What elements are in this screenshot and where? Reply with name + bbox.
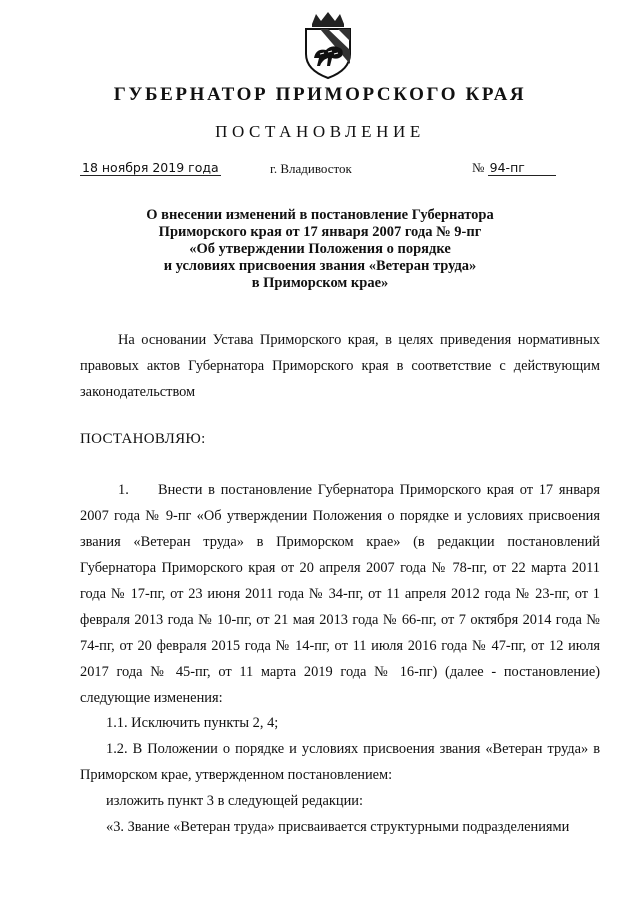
item-1-text: Внести в постановление Губернатора Приморского края от 17 января 2007 года № 9-пг «Об утверждении Положения о порядке и условиях присвоения звания «Ветеран труда» в Приморском крае» (в редакции постановлений Губернатора Приморского края от 20 апреля 2007 года № 78-пг, от 22 марта 2011 года № 17-пг, от 23 июня 2011 года № 34-пг, от 11 апреля 2012 года № 23-пг, от 1 февраля 2013 года № 10-пг, от 21 мая 2013 года № 66-пг, от 7 октября 2014 года № 74-пг, от 20 февраля 2015 года № 14-пг, от 11 июля 2016 года № 47-пг, от 12 июля 2017 года № 45-пг, от 11 марта 2019 года № 16-пг) (далее - постановление) следующие изменения:	[80, 482, 600, 706]
quoted-point-3-start: «3. Звание «Ветеран труда» присваивается структурными подразделениями	[106, 819, 570, 835]
title-line: в Приморском крае»	[251, 275, 389, 291]
document-number-value: 94-пг	[488, 160, 556, 176]
document-city: г. Владивосток	[270, 161, 352, 176]
title-line: О внесении изменений в постановление Губернатора	[146, 207, 494, 223]
preamble-paragraph: На основании Устава Приморского края, в целях приведения нормативных правовых актов Губернатора Приморского края в соответствие с действующим законодательством	[80, 332, 600, 400]
point-3-instruction: изложить пункт 3 в следующей редакции:	[106, 793, 363, 809]
document-type: ПОСТАНОВЛЕНИЕ	[215, 122, 425, 141]
title-line: и условиях присвоения звания «Ветеран труда»	[163, 258, 477, 274]
issuing-authority: ГУБЕРНАТОР ПРИМОРСКОГО КРАЯ	[113, 84, 527, 105]
document-number	[472, 160, 556, 176]
item-1-2-paragraph: 1.2. В Положении о порядке и условиях присвоения звания «Ветеран труда» в Приморском крае, утвержденном постановлением:	[80, 741, 600, 783]
item-1-number: 1.	[118, 482, 129, 498]
document-title	[120, 207, 520, 292]
item-1-1-paragraph: 1.1. Исключить пункты 2, 4;	[106, 715, 279, 731]
item-1-paragraph	[80, 477, 600, 711]
document-date	[80, 160, 221, 175]
document-date-value: 18 ноября 2019 года	[82, 160, 219, 175]
document-number-prefix: №	[472, 160, 485, 175]
coat-of-arms-icon	[298, 10, 358, 80]
document-meta-row	[0, 158, 640, 182]
title-line: «Об утверждении Положения о порядке	[189, 241, 451, 257]
decree-word: ПОСТАНОВЛЯЮ:	[80, 431, 206, 447]
title-line: Приморского края от 17 января 2007 года № 9-пг	[158, 224, 482, 240]
